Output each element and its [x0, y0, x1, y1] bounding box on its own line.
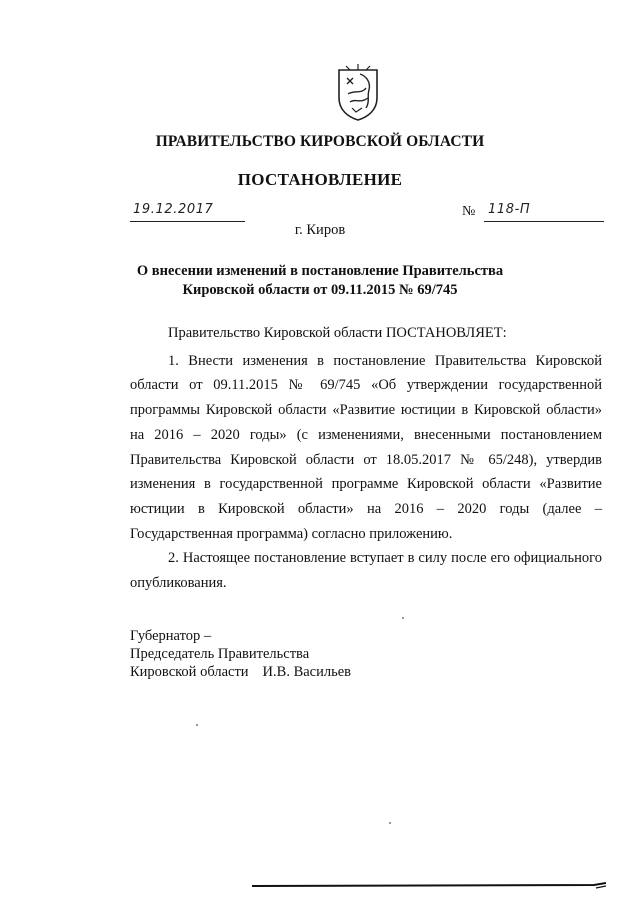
document-body [130, 321, 602, 596]
date-value: 19.12.2017 [133, 202, 214, 217]
signature-line-3 [130, 663, 351, 681]
subject-line-1: О внесении изменений в постановление Правительства [136, 263, 504, 279]
item-2-paragraph: 2. Настоящее постановление вступает в силу после его официального опубликования. [130, 550, 602, 592]
signature-block [130, 627, 351, 681]
date-field [130, 204, 245, 222]
subject-line-2: Кировской области от 09.11.2015 № 69/745 [182, 282, 458, 298]
signature-region: Кировской области [130, 664, 249, 680]
number-value: 118-П [488, 202, 531, 217]
preamble-paragraph: Правительство Кировской области ПОСТАНОВЛЯЕТ: [168, 325, 507, 341]
item-1-paragraph: 1. Внести изменения в постановление Правительства Кировской области от 09.11.2015 № 69/745 «Об утверждении государственной программы Кировской области «Развитие юстиции в Кировской области» на 2016 – 2020 годы» (с изменениями, внесенными постановлением Правительства Кировской области от 18.05.2017 № 65/248), утвердив изменения в государственной программе Кировской области «Развитие юстиции в Кировской области» на 2016 – 2020 годы (далее – Государственная программа) согласно приложению. [130, 352, 602, 542]
scan-speck [196, 724, 198, 726]
scan-speck [389, 822, 391, 824]
signature-line-2: Председатель Правительства [130, 646, 310, 662]
government-title: ПРАВИТЕЛЬСТВО КИРОВСКОЙ ОБЛАСТИ [155, 133, 485, 150]
signature-line-1: Губернатор – [130, 628, 212, 644]
number-field [462, 204, 604, 222]
bottom-edge-stroke [252, 880, 606, 890]
city-label: г. Киров [294, 222, 346, 238]
kirov-oblast-coat-of-arms-icon [336, 64, 380, 122]
number-sign: № [462, 204, 476, 219]
signatory-name: И.В. Васильев [262, 664, 351, 680]
document-type-title: ПОСТАНОВЛЕНИЕ [237, 170, 403, 189]
subject-heading [120, 262, 520, 300]
scan-speck [402, 617, 404, 619]
